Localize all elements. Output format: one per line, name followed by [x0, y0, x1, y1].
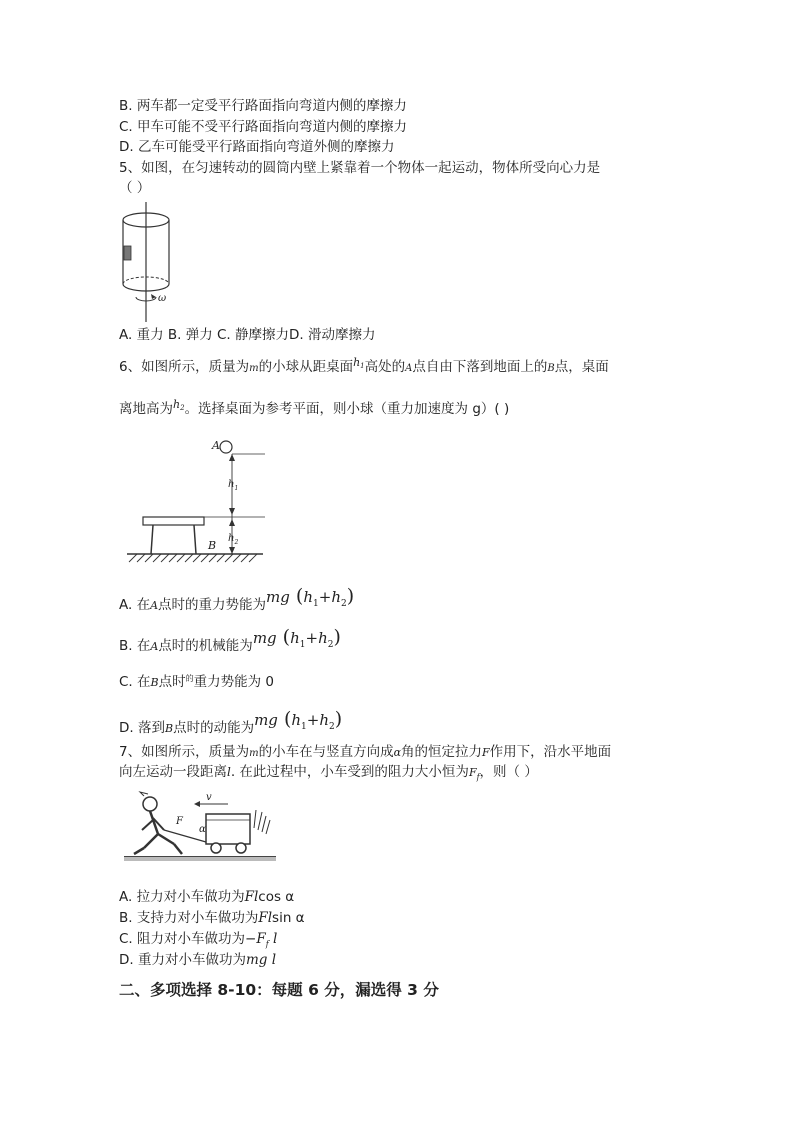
formula: mg $(h_1+h_2)$	[254, 708, 343, 732]
table-top	[143, 517, 204, 525]
velocity-label: v	[206, 792, 212, 803]
q4-option-d: D. 乙车可能受平行路面指向弯道外侧的摩擦力	[119, 139, 395, 155]
alpha-label: α	[199, 824, 206, 835]
cart	[206, 814, 250, 844]
rotating-cylinder-figure	[112, 200, 182, 325]
formula: mg $(h_1+h_2)$	[266, 585, 355, 609]
fig-label-a: A	[212, 439, 220, 452]
q4-option-b: B. 两车都一定受平行路面指向弯道内侧的摩擦力	[119, 98, 407, 114]
fig-label-h2: $h_2$	[228, 533, 239, 546]
q5-stem: 5、如图，在匀速转动的圆筒内壁上紧靠着一个物体一起运动，物体所受向心力是	[119, 160, 601, 176]
q7-stem-line2: 向左运动一段距离l. 在此过程中，小车受到的阻力大小恒为$F_f$，则（ ）	[119, 764, 538, 782]
person-head	[143, 797, 157, 811]
block-on-wall	[124, 246, 131, 260]
ball	[220, 441, 232, 453]
q7-option-a: A. 拉力对小车做功为Flcos α	[119, 889, 295, 905]
fig-label-b: B	[208, 539, 217, 552]
q6-option-b: B. 在A点时的机械能为mg $(h_1+h_2)$	[119, 626, 341, 654]
force-label: F	[176, 816, 183, 827]
q6-option-c: C. 在B点时$^的$重力势能为 0	[119, 674, 274, 690]
omega-label: ω	[158, 293, 167, 304]
q5-options: A. 重力 B. 弹力 C. 静摩擦力D. 滑动摩擦力	[119, 327, 376, 343]
q7-option-d: D. 重力对小车做功为mg l	[119, 952, 277, 968]
q6-stem-line2: 离地高为$^{h2}$。选择桌面为参考平面，则小球（重力加速度为 g）( )	[119, 398, 510, 417]
formula: mg $(h_1+h_2)$	[252, 626, 341, 650]
section-heading: 二、多项选择 8-10：每题 6 分，漏选得 3 分	[119, 981, 439, 999]
fig-label-h1: $h_1$	[228, 479, 239, 492]
q5-answer-paren: （ ）	[119, 180, 151, 196]
q7-stem-line1: 7、如图所示，质量为m的小车在与竖直方向成α角的恒定拉力F作用下，沿水平地面	[119, 744, 612, 760]
q7-option-b: B. 支持力对小车做功为Flsin α	[119, 910, 305, 926]
q7-option-c: C. 阻力对小车做功为$-F_f$ l	[119, 931, 278, 949]
q6-option-d: D. 落到B点时的动能为mg $(h_1+h_2)$	[119, 708, 343, 736]
q4-option-c: C. 甲车可能不受平行路面指向弯道内侧的摩擦力	[119, 119, 408, 135]
q6-option-a: A. 在A点时的重力势能为mg $(h_1+h_2)$	[119, 585, 355, 613]
falling-ball-figure	[125, 435, 265, 565]
q6-stem-line1: 6、如图所示，质量为m的小球从距桌面$^{h1}$高处的A点自由下落到地面上的B点，桌面	[119, 356, 609, 375]
